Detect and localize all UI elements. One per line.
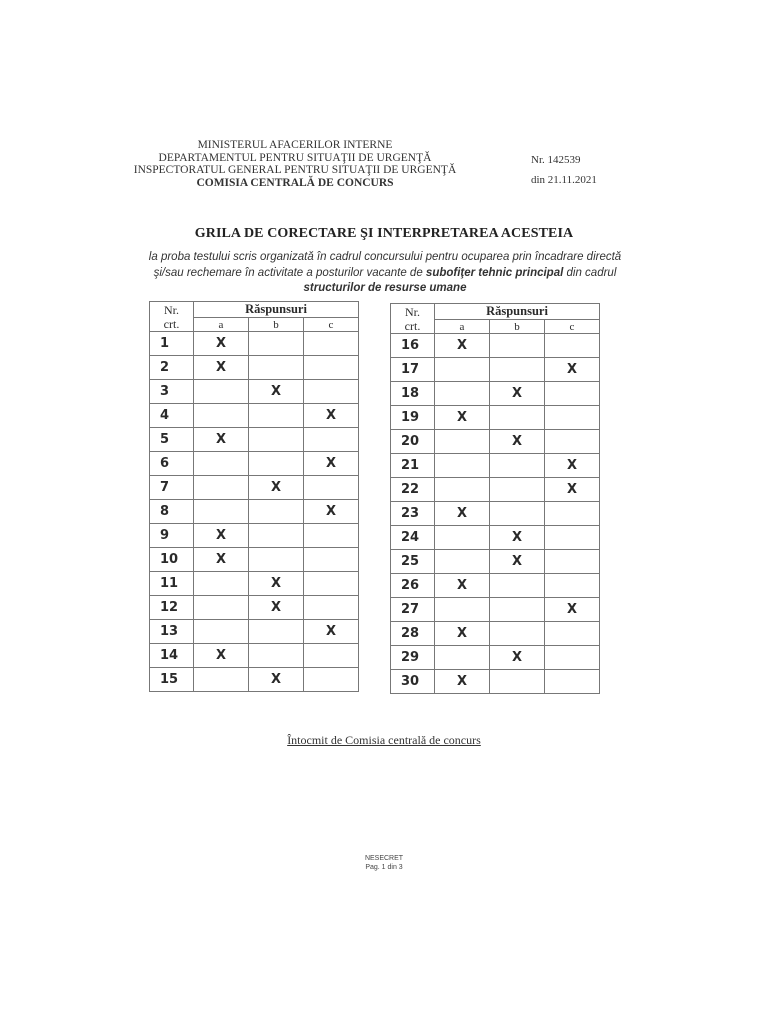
question-number: 5 [150, 428, 194, 452]
answer-cell-a [194, 668, 249, 692]
answer-cell-c: X [304, 500, 359, 524]
answer-cell-a [435, 454, 490, 478]
question-number: 16 [391, 334, 435, 358]
answer-cell-b [249, 548, 304, 572]
header-nr: Nr. [164, 302, 179, 317]
answer-cell-b: X [249, 572, 304, 596]
answer-cell-a: X [194, 356, 249, 380]
answer-cell-a [194, 500, 249, 524]
subtitle-text-2: din cadrul [563, 266, 617, 279]
issuing-authority [130, 139, 460, 189]
answer-cell-b [490, 334, 545, 358]
question-number: 12 [150, 596, 194, 620]
answer-cell-a [194, 572, 249, 596]
answer-cell-c: X [304, 404, 359, 428]
answer-cell-b [490, 670, 545, 694]
answer-cell-c: X [545, 478, 600, 502]
answer-cell-c [545, 574, 600, 598]
answer-cell-c [545, 334, 600, 358]
answer-cell-c [545, 670, 600, 694]
question-number: 25 [391, 550, 435, 574]
answer-cell-c: X [304, 620, 359, 644]
document-subtitle [140, 250, 630, 297]
answer-cell-a [435, 526, 490, 550]
answer-cell-c [545, 550, 600, 574]
answer-cell-b [249, 620, 304, 644]
question-number: 22 [391, 478, 435, 502]
question-number: 17 [391, 358, 435, 382]
header-nr: Nr. [405, 304, 420, 319]
table-row [150, 644, 359, 668]
document-number: Nr. 142539 [531, 154, 581, 166]
table-row [150, 380, 359, 404]
question-number: 3 [150, 380, 194, 404]
answer-cell-c [545, 406, 600, 430]
table-row [391, 598, 600, 622]
header-option-b: b [490, 320, 545, 334]
table-row [391, 478, 600, 502]
table-row [391, 502, 600, 526]
answer-cell-c [304, 644, 359, 668]
header-option-a: a [435, 320, 490, 334]
answer-cell-a [435, 358, 490, 382]
table-row [391, 358, 600, 382]
header-crt: crt. [404, 318, 421, 333]
header-answers: Răspunsuri [435, 304, 600, 320]
answer-cell-b: X [490, 526, 545, 550]
question-number: 21 [391, 454, 435, 478]
answer-cell-c [304, 548, 359, 572]
table-row [150, 596, 359, 620]
question-number: 9 [150, 524, 194, 548]
question-number: 6 [150, 452, 194, 476]
answer-cell-c [304, 380, 359, 404]
question-number: 1 [150, 332, 194, 356]
answer-cell-a: X [194, 524, 249, 548]
answer-cell-c [545, 430, 600, 454]
question-number: 26 [391, 574, 435, 598]
answer-cell-b [490, 454, 545, 478]
page-number: Pag. 1 din 3 [365, 864, 403, 871]
table-row [391, 526, 600, 550]
answer-cell-a: X [435, 334, 490, 358]
answer-cell-b: X [490, 430, 545, 454]
answer-cell-c [545, 526, 600, 550]
answer-cell-b: X [490, 382, 545, 406]
answer-cell-a: X [435, 574, 490, 598]
answer-cell-a [194, 404, 249, 428]
ministry-name: MINISTERUL AFACERILOR INTERNE [197, 139, 393, 151]
table-row [391, 334, 600, 358]
table-row [150, 452, 359, 476]
table-row [150, 548, 359, 572]
question-number: 11 [150, 572, 194, 596]
header-option-c: c [545, 320, 600, 334]
answer-rows-right [391, 334, 600, 694]
question-number: 4 [150, 404, 194, 428]
answer-cell-b [490, 358, 545, 382]
table-row [150, 572, 359, 596]
table-row [391, 406, 600, 430]
document-title: GRILA DE CORECTARE ŞI INTERPRETAREA ACESTEIA [194, 226, 574, 241]
question-number: 8 [150, 500, 194, 524]
answer-cell-c [304, 596, 359, 620]
answer-cell-c [304, 524, 359, 548]
table-row [150, 500, 359, 524]
question-number: 14 [150, 644, 194, 668]
answer-cell-a [194, 620, 249, 644]
answer-cell-a [435, 382, 490, 406]
question-number: 27 [391, 598, 435, 622]
answer-cell-a [435, 478, 490, 502]
answer-cell-c: X [545, 598, 600, 622]
document-date: din 21.11.2021 [531, 174, 597, 186]
answer-cell-b [249, 332, 304, 356]
answer-cell-a: X [194, 644, 249, 668]
answer-cell-b [249, 500, 304, 524]
department-name: DEPARTAMENTUL PENTRU SITUAŢII DE URGENŢĂ [158, 151, 432, 164]
answer-cell-b: X [249, 476, 304, 500]
table-row [150, 668, 359, 692]
answer-cell-c: X [545, 454, 600, 478]
page-footer [0, 854, 768, 872]
header-nr-crt [391, 304, 435, 334]
subtitle-position: subofiţer tehnic principal [425, 266, 564, 279]
answer-table-right [390, 303, 600, 694]
answer-cell-a: X [194, 428, 249, 452]
question-number: 28 [391, 622, 435, 646]
table-row [391, 670, 600, 694]
answer-cell-b [249, 644, 304, 668]
question-number: 7 [150, 476, 194, 500]
answer-cell-b [249, 356, 304, 380]
document-registration [531, 150, 671, 190]
answer-cell-a: X [435, 670, 490, 694]
header-option-b: b [249, 318, 304, 332]
question-number: 30 [391, 670, 435, 694]
subtitle-structure: structurilor de resurse umane [303, 282, 467, 294]
question-number: 10 [150, 548, 194, 572]
table-row [391, 430, 600, 454]
answer-cell-c [545, 622, 600, 646]
subtitle-text-1: la proba testului scris organizată în cadrul concursului pentru ocuparea prin încadrare directă şi/sau rechemare în activitate a posturilor vacante de [148, 251, 622, 279]
header-answers: Răspunsuri [194, 302, 359, 318]
answer-cell-c [545, 646, 600, 670]
answer-cell-a [435, 550, 490, 574]
header-option-a: a [194, 318, 249, 332]
question-number: 19 [391, 406, 435, 430]
answer-cell-b [249, 524, 304, 548]
header-option-c: c [304, 318, 359, 332]
answer-cell-a: X [435, 502, 490, 526]
answer-cell-c [304, 428, 359, 452]
prepared-by-note [0, 733, 768, 748]
answer-cell-b [490, 478, 545, 502]
answer-table-left [149, 301, 359, 692]
answer-cell-c: X [545, 358, 600, 382]
answer-cell-b [490, 406, 545, 430]
question-number: 29 [391, 646, 435, 670]
answer-cell-a: X [435, 406, 490, 430]
answer-cell-b [490, 574, 545, 598]
answer-cell-a: X [435, 622, 490, 646]
answer-cell-b: X [490, 550, 545, 574]
answer-cell-c [304, 332, 359, 356]
answer-cell-a [194, 380, 249, 404]
answer-cell-b [249, 428, 304, 452]
answer-cell-c [304, 476, 359, 500]
question-number: 24 [391, 526, 435, 550]
answer-cell-a: X [194, 548, 249, 572]
question-number: 20 [391, 430, 435, 454]
answer-cell-b: X [249, 668, 304, 692]
answer-cell-b [249, 452, 304, 476]
table-row [391, 646, 600, 670]
answer-cell-c [304, 668, 359, 692]
table-row [150, 356, 359, 380]
question-number: 18 [391, 382, 435, 406]
answer-cell-a [194, 596, 249, 620]
header-nr-crt [150, 302, 194, 332]
answer-cell-b [490, 502, 545, 526]
commission-name: COMISIA CENTRALĂ DE CONCURS [196, 176, 394, 189]
table-row [391, 574, 600, 598]
prepared-by-text: Întocmit de Comisia centrală de concurs [287, 733, 481, 747]
answer-cell-a: X [194, 332, 249, 356]
answer-cell-a [435, 646, 490, 670]
answer-cell-a [194, 476, 249, 500]
table-row [391, 622, 600, 646]
answer-cell-c [545, 502, 600, 526]
answer-rows-left [150, 332, 359, 692]
table-row [150, 476, 359, 500]
question-number: 2 [150, 356, 194, 380]
table-row [150, 404, 359, 428]
answer-cell-a [435, 598, 490, 622]
table-row [391, 454, 600, 478]
answer-cell-c [545, 382, 600, 406]
answer-cell-a [194, 452, 249, 476]
answer-cell-b: X [490, 646, 545, 670]
question-number: 15 [150, 668, 194, 692]
answer-cell-c: X [304, 452, 359, 476]
classification-label: NESECRET [364, 855, 404, 862]
table-row [150, 620, 359, 644]
table-row [150, 524, 359, 548]
table-row [391, 550, 600, 574]
inspectorate-name: INSPECTORATUL GENERAL PENTRU SITUAŢII DE URGENŢĂ [133, 164, 457, 176]
answer-cell-c [304, 572, 359, 596]
answer-cell-b [490, 622, 545, 646]
answer-cell-c [304, 356, 359, 380]
table-row [391, 382, 600, 406]
question-number: 13 [150, 620, 194, 644]
answer-cell-b [490, 598, 545, 622]
answer-cell-b [249, 404, 304, 428]
table-row [150, 428, 359, 452]
header-crt: crt. [163, 316, 180, 331]
answer-cell-b: X [249, 596, 304, 620]
answer-cell-a [435, 430, 490, 454]
question-number: 23 [391, 502, 435, 526]
table-row [150, 332, 359, 356]
answer-cell-b: X [249, 380, 304, 404]
